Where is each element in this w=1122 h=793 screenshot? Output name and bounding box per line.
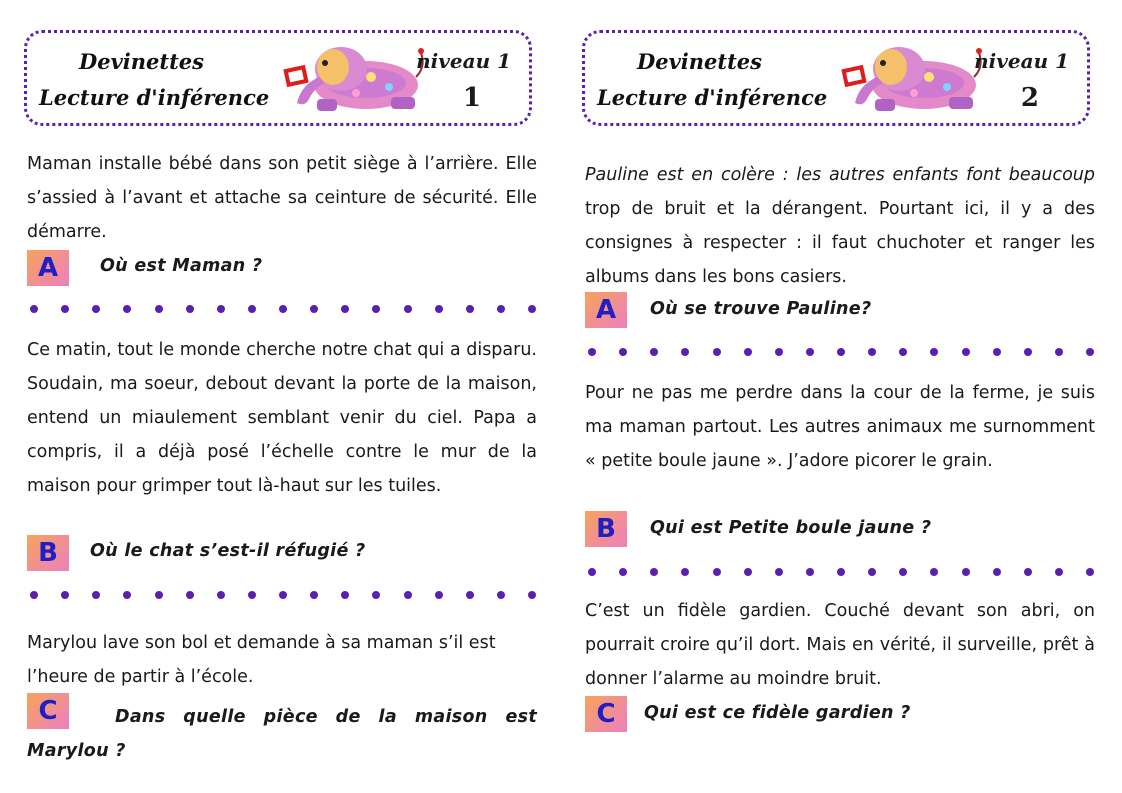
header-title-devinettes: Devinettes bbox=[637, 49, 762, 74]
dotted-separator bbox=[30, 303, 536, 315]
card-header bbox=[582, 30, 1090, 126]
riddle-b-text: Pour ne pas me perdre dans la cour de la ferme, je suis ma maman partout. Les autres animaux me surnomment « petite boule jaune ». J’adore picorer le grain. bbox=[585, 383, 1095, 471]
question-b-badge: B bbox=[27, 535, 69, 571]
question-b-text: Qui est Petite boule jaune ? bbox=[650, 518, 932, 538]
riddle-a-italic: Pauline est en colère : les autres enfants font beaucoup bbox=[585, 165, 1095, 185]
question-c-badge: C bbox=[27, 693, 69, 729]
riddle-card-2 bbox=[582, 0, 1094, 793]
question-a-text: Où se trouve Pauline? bbox=[650, 299, 872, 319]
riddle-a-text: Maman installe bébé dans son petit siège à l’arrière. Elle s’assied à l’avant et attache sa ceinture de sécurité. Elle démarre. bbox=[27, 154, 537, 242]
question-c-text: Qui est ce fidèle gardien ? bbox=[644, 703, 911, 723]
question-b-text: Où le chat s’est-il réfugié ? bbox=[90, 541, 366, 561]
level-label: niveau 1 bbox=[974, 49, 1069, 73]
elephant-reading-book-icon bbox=[271, 37, 429, 117]
question-b-badge: B bbox=[585, 511, 627, 547]
dotted-separator bbox=[588, 346, 1094, 358]
elephant-reading-book-icon bbox=[829, 37, 987, 117]
question-a-text: Où est Maman ? bbox=[100, 256, 263, 276]
riddle-card-1 bbox=[24, 0, 536, 793]
dotted-separator bbox=[588, 566, 1094, 578]
dotted-separator bbox=[30, 589, 536, 601]
card-header bbox=[24, 30, 532, 126]
level-label: niveau 1 bbox=[416, 49, 511, 73]
question-a-badge: A bbox=[27, 250, 69, 286]
card-number: 2 bbox=[1020, 83, 1039, 113]
riddle-b-text: Ce matin, tout le monde cherche notre chat qui a disparu. Soudain, ma soeur, debout devant la porte de la maison, entend un miaulement semblant venir du ciel. Papa a compris, il a déjà posé l’échelle contre le mur de la maison pour grimper tout là-haut sur les tuiles. bbox=[27, 340, 537, 496]
header-title-lecture: Lecture d'inférence bbox=[39, 85, 270, 110]
question-a-badge: A bbox=[585, 292, 627, 328]
riddle-a-rest: trop de bruit et la dérangent. Pourtant ici, il y a des consignes à respecter : il faut chuchoter et ranger les albums dans les bons casiers. bbox=[585, 199, 1095, 287]
card-number: 1 bbox=[462, 83, 481, 113]
riddle-c-text: Marylou lave son bol et demande à sa maman s’il est l’heure de partir à l’école. bbox=[27, 633, 496, 687]
riddle-c-text: C’est un fidèle gardien. Couché devant son abri, on pourrait croire qu’il dort. Mais en vérité, il surveille, prêt à donner l’alarme au moindre bruit. bbox=[585, 601, 1095, 689]
question-c-badge: C bbox=[585, 696, 627, 732]
question-c-text: Dans quelle pièce de la maison est Marylou ? bbox=[27, 707, 537, 761]
header-title-lecture: Lecture d'inférence bbox=[597, 85, 828, 110]
header-title-devinettes: Devinettes bbox=[79, 49, 204, 74]
riddle-a-text bbox=[585, 158, 1095, 294]
